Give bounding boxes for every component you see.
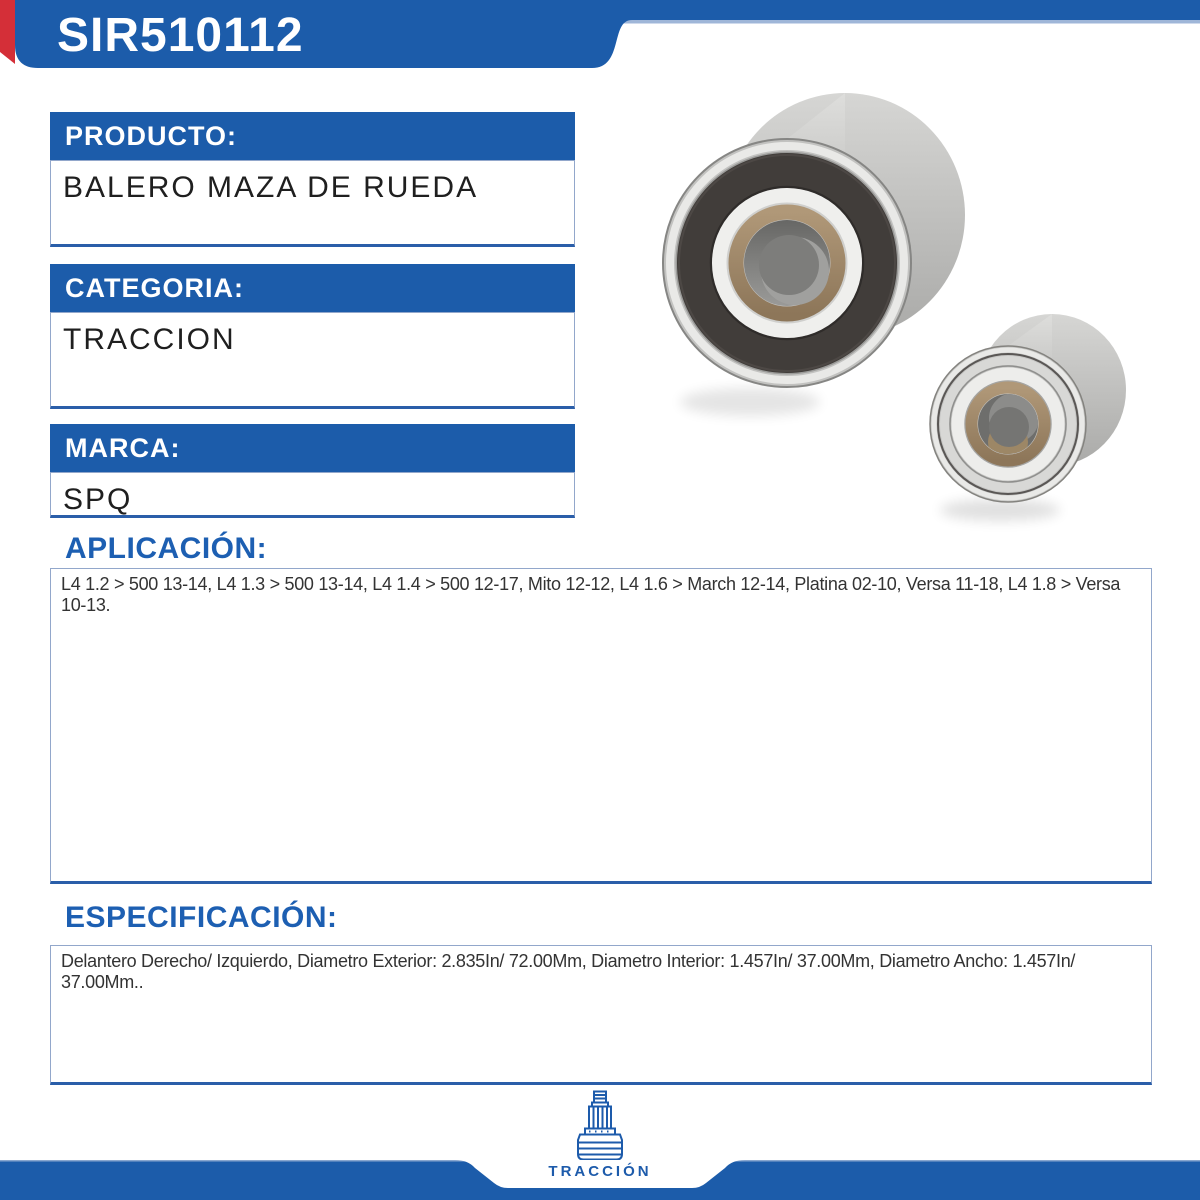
- field-producto: [50, 112, 575, 247]
- specification-heading: ESPECIFICACIÓN:: [65, 901, 338, 934]
- field-marca: [50, 424, 575, 518]
- application-heading: APLICACIÓN:: [65, 532, 268, 565]
- field-label-producto: PRODUCTO:: [50, 112, 575, 160]
- field-value-categoria: TRACCION: [50, 312, 575, 409]
- field-value-marca: SPQ: [50, 472, 575, 518]
- page-title-sku: SIR510112: [57, 9, 304, 62]
- field-label-categoria: CATEGORIA:: [50, 264, 575, 312]
- product-image-bearings: [620, 80, 1180, 540]
- field-label-marca: MARCA:: [50, 424, 575, 472]
- red-ribbon: [0, 0, 15, 64]
- cv-joint-icon: [572, 1090, 628, 1162]
- header-underline: [600, 20, 1200, 24]
- specification-text-box: [50, 945, 1152, 1085]
- footer-category-label: TRACCIÓN: [548, 1163, 652, 1180]
- field-categoria: [50, 264, 575, 409]
- application-text-box: [50, 568, 1152, 884]
- field-value-producto: BALERO MAZA DE RUEDA: [50, 160, 575, 247]
- shadow-large: [680, 388, 820, 416]
- large-bearing: [663, 93, 965, 387]
- application-text: L4 1.2 > 500 13-14, L4 1.3 > 500 13-14, L4 1.4 > 500 12-17, Mito 12-12, L4 1.6 > March 12-14, Platina 02-10, Versa 11-18, L4 1.8 > Versa 10-13.: [61, 574, 1121, 616]
- small-bearing: [930, 314, 1126, 502]
- specification-text: Delantero Derecho/ Izquierdo, Diametro Exterior: 2.835In/ 72.00Mm, Diametro Interior: 1.457In/ 37.00Mm, Diametro Ancho: 1.457In/ 37.00Mm..: [61, 951, 1076, 993]
